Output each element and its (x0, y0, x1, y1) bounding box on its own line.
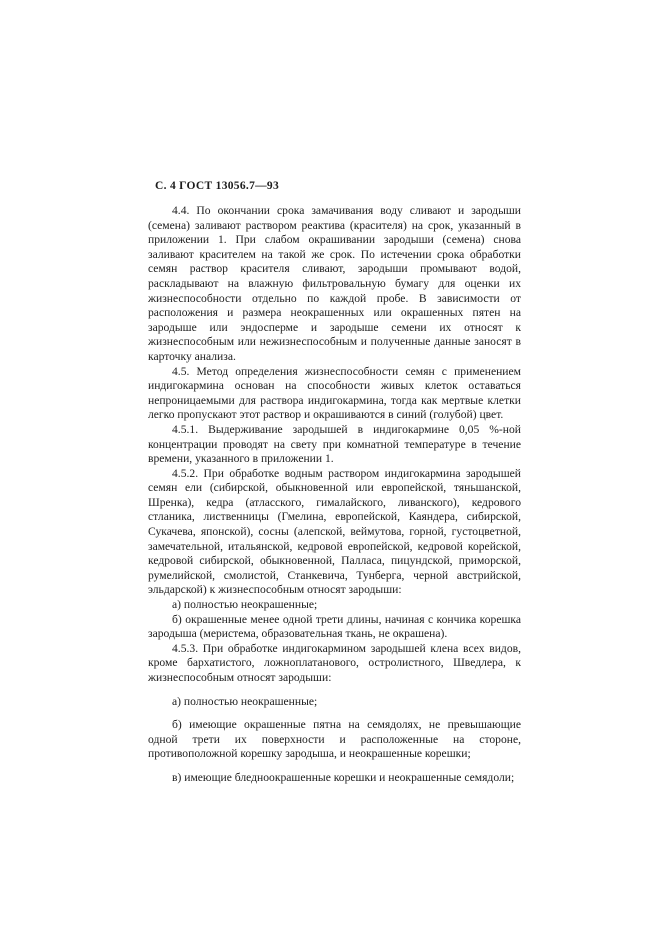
list-item-4-5-3-b: б) имеющие окрашенные пятна на семядолях, не превышающие одной трети их поверхности и расположенные на стороне, противоположной корешку зародыша, и неокрашенные корешки; (148, 718, 521, 761)
list-item-4-5-3-v: в) имеющие бледноокрашенные корешки и неокрашенные семядоли; (172, 770, 515, 784)
paragraph-4-5: 4.5. Метод определения жизнеспособности семян с применением индигокармина основан на способности живых клеток оставаться непроницаемыми для раствора индигокармина, тогда как мертвые клетки легко пропускают этот раствор и окрашиваются в синий (голубой) цвет. (148, 364, 521, 422)
document-body (148, 204, 521, 786)
paragraph-4-5-3: 4.5.3. При обработке индигокармином зародышей клена всех видов, кроме бархатистого, ложноплатанового, остролистного, Шведлера, к жизнеспособным относят зародыши: (148, 641, 521, 684)
page-header: С. 4 ГОСТ 13056.7—93 (155, 180, 280, 192)
paragraph-4-5-1: 4.5.1. Выдерживание зародышей в индигокармине 0,05 %-ной концентрации проводят на свету при комнатной температуре в течение времени, указанного в приложении 1. (148, 422, 521, 466)
paragraph-4-4: 4.4. По окончании срока замачивания воду сливают и зародыши (семена) заливают раствором реактива (красителя) на срок, указанный в приложении 1. При слабом окрашивании зародыши (семена) снова заливают красителем на такой же срок. По истечении срока обработки семян раствор красителя сливают, зародыши промывают водой, раскладывают на влажную фильтровальную бумагу для оценки их жизнеспособности отдельно по каждой пробе. В зависимости от расположения и размера неокрашенных или окрашенных пятен на зародыше или эндосперме и зародыше семени их относят к жизнеспособным или нежизнеспособным и полученные данные заносят в карточку анализа. (148, 204, 521, 363)
list-item-4-5-2-b: б) окрашенные менее одной трети длины, начиная с кончика корешка зародыша (меристема, образовательная ткань, не окрашена). (148, 612, 521, 641)
list-item-4-5-2-a: а) полностью неокрашенные; (172, 598, 318, 612)
paragraph-4-5-2: 4.5.2. При обработке водным раствором индигокармина зародышей семян ели (сибирской, обыкновенной или европейской, тяньшанской, Шренка), кедра (атласского, гималайского, ливанского), кедрового стланика, лиственницы (Гмелина, европейской, Каяндера, сибирской, Сукачева, японской), сосны (алепской, веймутова, горной, густоцветной, замечательной, итальянской, кедровой европейской, кедровой корейской, кедровой сибирской, обыкновенной, Палласа, пицундской, приморской, румелийской, смолистой, Станкевича, Тунберга, черной австрийской, эльдарской) к жизнеспособным относят зародыши: (148, 466, 521, 597)
list-item-4-5-3-a: а) полностью неокрашенные; (172, 694, 318, 708)
